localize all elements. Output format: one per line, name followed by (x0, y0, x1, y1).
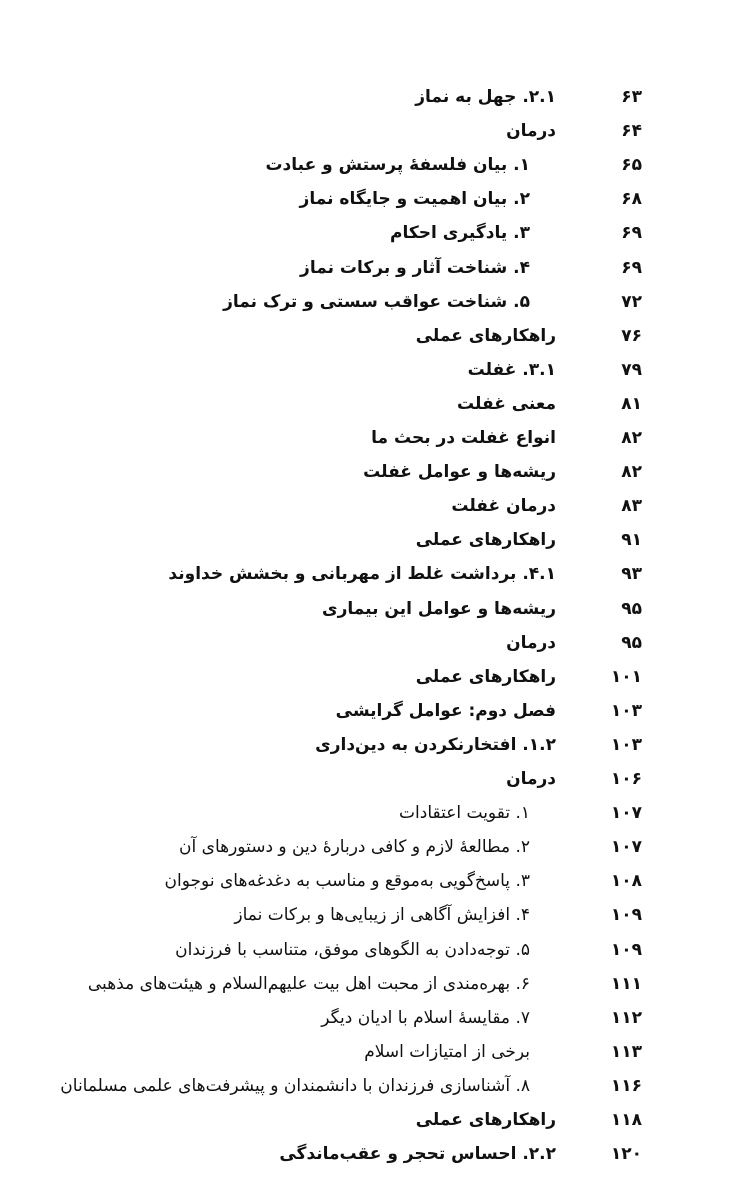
toc-entry-title: ۳.۱. غفلت (467, 359, 556, 380)
toc-page-number: ۸۱ (621, 393, 642, 414)
toc-page-number: ۶۹ (621, 223, 642, 244)
toc-entry (0, 762, 748, 796)
toc-entry (0, 626, 748, 660)
toc-page-number: ۱۰۶ (610, 769, 642, 789)
toc-entry (0, 319, 748, 353)
toc-page-number: ۸۲ (621, 428, 642, 448)
toc-page-number: ۷۶ (621, 325, 642, 346)
toc-entry-title: ۸. آشناسازی فرزندان با دانشمندان و پیشرفت‌های علمی مسلمانان (60, 1075, 530, 1096)
toc-page-number: ۱۰۹ (610, 905, 642, 926)
toc-entry-title: درمان (506, 769, 556, 789)
toc-page-number: ۶۸ (621, 189, 642, 210)
toc-entry (0, 251, 748, 285)
toc-entry (0, 694, 748, 728)
toc-entry-title: راهکارهای عملی (415, 1110, 556, 1130)
toc-entry (0, 728, 748, 762)
toc-entry (0, 455, 748, 489)
toc-entry-title: ۷. مقایسهٔ اسلام با ادیان دیگر (321, 1007, 530, 1028)
toc-entry (0, 489, 748, 523)
toc-page-number: ۱۰۷ (610, 837, 642, 858)
toc-entry-title: ۶. بهره‌مندی از محبت اهل بیت علیهم‌السلام و هیئت‌های مذهبی (87, 973, 530, 994)
toc-page-number: ۱۰۷ (610, 803, 642, 824)
toc-entry-title: ۲. بیان اهمیت و جایگاه نماز (299, 189, 530, 210)
toc-entry (0, 967, 748, 1001)
toc-entry-title: ۲.۲. احساس تحجر و عقب‌ماندگی (279, 1144, 556, 1165)
toc-page-number: ۷۹ (621, 359, 642, 380)
toc-page-number: ۱۱۲ (610, 1007, 642, 1028)
toc-page-number: ۹۱ (621, 530, 642, 551)
toc-entry (0, 1035, 748, 1069)
toc-page-number: ۸۲ (621, 462, 642, 483)
toc-entry-title: ۴. شناخت آثار و برکات نماز (300, 257, 530, 278)
toc-entry-title: ۳. یادگیری احکام (390, 223, 530, 244)
toc-page-number: ۱۲۰ (610, 1144, 642, 1165)
toc-entry (0, 592, 748, 626)
toc-entry-title: ۱. تقویت اعتقادات (399, 803, 530, 824)
toc-page-number: ۶۳ (621, 87, 642, 107)
toc-page-number: ۱۰۱ (610, 666, 642, 687)
toc-entry-title: درمان (506, 121, 556, 142)
toc-page-number: ۱۰۳ (610, 700, 642, 721)
toc-entry-title: ریشه‌ها و عوامل این بیماری (322, 598, 556, 619)
toc-page-number: ۱۰۳ (610, 734, 642, 755)
toc-page-number: ۹۳ (621, 564, 642, 585)
toc-page-number: ۷۲ (621, 291, 642, 312)
toc-entry-title: راهکارهای عملی (415, 530, 556, 551)
toc-entry (0, 933, 748, 967)
toc-entry-title: راهکارهای عملی (415, 325, 556, 346)
toc-entry (0, 1069, 748, 1103)
toc-entry-title: انواع غفلت در بحث ما (371, 428, 556, 448)
toc-page-number: ۹۵ (621, 598, 642, 619)
toc-entry (0, 660, 748, 694)
toc-entry-title: درمان غفلت (451, 496, 556, 517)
toc-entry (0, 285, 748, 319)
toc-page-number: ۱۱۳ (610, 1041, 642, 1062)
toc-page-number: ۱۰۹ (610, 939, 642, 960)
toc-page-number: ۱۱۱ (610, 973, 642, 994)
toc-entry-title: ریشه‌ها و عوامل غفلت (363, 462, 556, 483)
toc-page-number: ۶۵ (621, 155, 642, 176)
toc-entry (0, 387, 748, 421)
toc-page-number: ۸۳ (621, 496, 642, 517)
toc-entry (0, 830, 748, 864)
toc-entry-title: ۲.۱. جهل به نماز (415, 87, 556, 107)
toc-entry (0, 1001, 748, 1035)
toc-entry-title: ۴. افزایش آگاهی از زیبایی‌ها و برکات نماز (234, 905, 530, 926)
toc-page-number: ۱۱۸ (610, 1110, 642, 1130)
toc-entry-title: معنی غفلت (457, 393, 556, 414)
toc-entry (0, 216, 748, 250)
toc-entry (0, 1137, 748, 1171)
toc-entry (0, 523, 748, 557)
toc-entry-title: برخی از امتیازات اسلام (364, 1041, 530, 1062)
toc-entry (0, 1103, 748, 1137)
toc-entry (0, 557, 748, 591)
toc-page-number: ۹۵ (621, 632, 642, 653)
toc-entry (0, 796, 748, 830)
toc-entry (0, 80, 748, 114)
toc-entry (0, 864, 748, 898)
toc-entry-title: فصل دوم: عوامل گرایشی (335, 700, 556, 721)
toc-entry-title: ۴.۱. برداشت غلط از مهربانی و بخشش خداوند (168, 564, 556, 585)
toc-entry-title: ۱. بیان فلسفهٔ پرستش و عبادت (265, 155, 530, 176)
toc-entry-title: ۵. توجه‌دادن به الگوهای موفق، متناسب با فرزندان (175, 939, 530, 960)
toc-entry (0, 353, 748, 387)
toc-page-number: ۶۴ (621, 121, 642, 142)
toc-entry-title: درمان (506, 632, 556, 653)
toc-entry-title: ۲. مطالعهٔ لازم و کافی دربارهٔ دین و دستورهای آن (179, 837, 530, 858)
toc-page-number: ۱۱۶ (610, 1075, 642, 1096)
toc-entry-title: ۱.۲. افتخارنکردن به دین‌داری (315, 734, 556, 755)
toc-entry (0, 114, 748, 148)
toc-entry (0, 898, 748, 932)
toc-entry-title: راهکارهای عملی (415, 666, 556, 687)
toc-entry (0, 148, 748, 182)
toc-page-number: ۶۹ (621, 257, 642, 278)
toc-entry-title: ۳. پاسخ‌گویی به‌موقع و مناسب به دغدغه‌های نوجوان (164, 871, 530, 892)
toc-entry (0, 421, 748, 455)
toc-entry-title: ۵. شناخت عواقب سستی و ترک نماز (223, 291, 530, 312)
toc-entry (0, 182, 748, 216)
toc-page-number: ۱۰۸ (610, 871, 642, 892)
